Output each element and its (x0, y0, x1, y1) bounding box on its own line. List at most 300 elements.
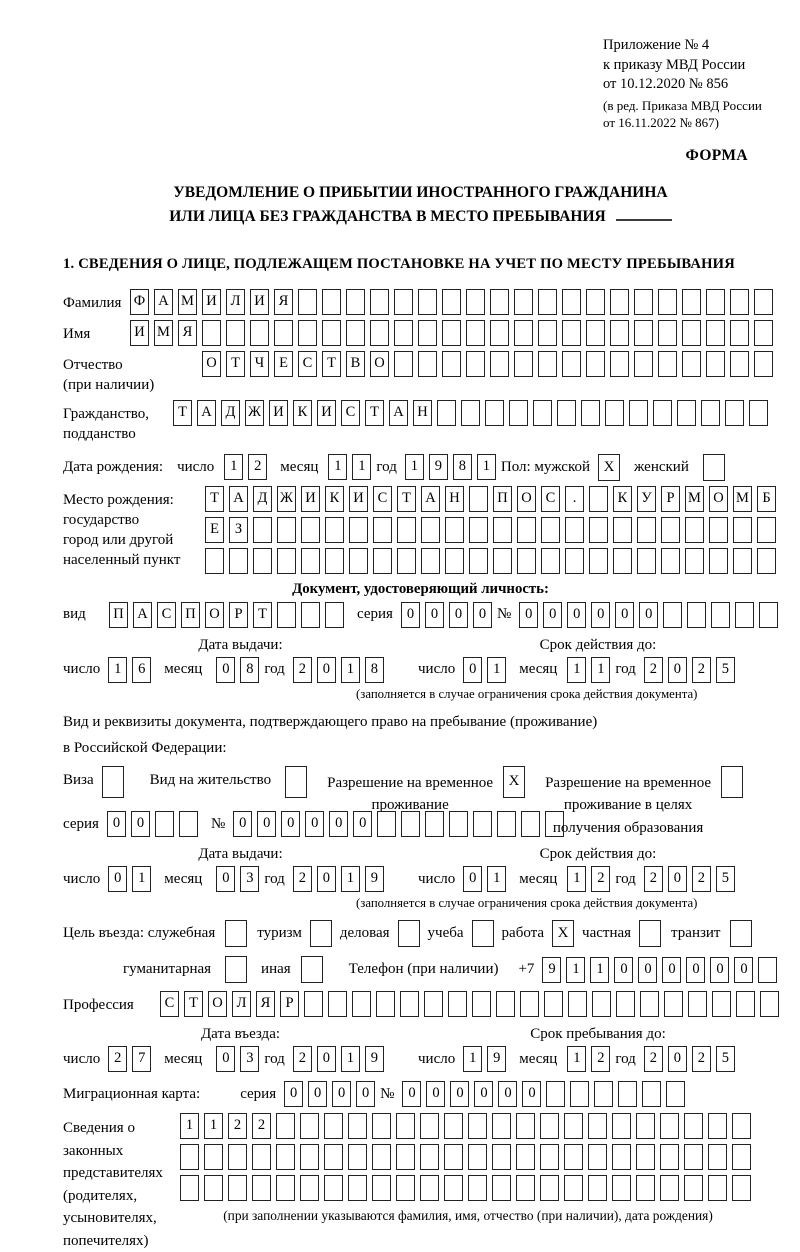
char-cell[interactable] (589, 517, 608, 543)
char-cell[interactable] (301, 602, 320, 628)
char-cell[interactable] (490, 351, 509, 377)
char-cell[interactable] (605, 400, 624, 426)
char-cell[interactable]: 1 (477, 454, 496, 480)
char-cell[interactable] (706, 289, 725, 315)
char-cell[interactable] (418, 289, 437, 315)
char-cell[interactable] (733, 517, 752, 543)
char-cell[interactable] (661, 548, 680, 574)
char-cell[interactable] (725, 400, 744, 426)
char-cell[interactable]: 1 (352, 454, 371, 480)
char-cell[interactable] (658, 351, 677, 377)
char-cell[interactable]: Т (205, 486, 224, 512)
char-cell[interactable] (372, 1113, 391, 1139)
char-cell[interactable] (616, 991, 635, 1017)
char-cell[interactable]: С (373, 486, 392, 512)
char-cell[interactable] (469, 517, 488, 543)
char-cell[interactable] (706, 351, 725, 377)
char-cell[interactable]: 0 (426, 1081, 445, 1107)
char-cell[interactable] (493, 548, 512, 574)
char-cell[interactable]: 3 (240, 1046, 259, 1072)
char-cell[interactable] (538, 320, 557, 346)
char-cell[interactable] (546, 1081, 565, 1107)
char-cell[interactable] (564, 1144, 583, 1170)
char-cell[interactable] (394, 289, 413, 315)
char-cell[interactable]: 0 (668, 1046, 687, 1072)
char-cell[interactable]: Т (173, 400, 192, 426)
char-cell[interactable]: О (202, 351, 221, 377)
char-cell[interactable] (570, 1081, 589, 1107)
char-cell[interactable]: 0 (710, 957, 729, 983)
char-cell[interactable] (660, 1175, 679, 1201)
char-cell[interactable]: 0 (317, 866, 336, 892)
char-cell[interactable] (544, 991, 563, 1017)
char-cell[interactable]: 0 (614, 957, 633, 983)
char-cell[interactable] (468, 1113, 487, 1139)
char-cell[interactable]: 0 (591, 602, 610, 628)
char-cell[interactable] (684, 1175, 703, 1201)
char-cell[interactable] (252, 1144, 271, 1170)
char-cell[interactable] (497, 811, 516, 837)
char-cell[interactable]: 2 (293, 1046, 312, 1072)
char-cell[interactable] (228, 1175, 247, 1201)
char-cell[interactable]: 0 (284, 1081, 303, 1107)
char-cell[interactable] (706, 320, 725, 346)
residence-permit-checkbox[interactable] (285, 766, 307, 798)
char-cell[interactable] (733, 548, 752, 574)
char-cell[interactable]: 3 (240, 866, 259, 892)
purpose-transit-checkbox[interactable] (730, 920, 752, 947)
char-cell[interactable] (521, 811, 540, 837)
char-cell[interactable] (496, 991, 515, 1017)
char-cell[interactable]: О (208, 991, 227, 1017)
char-cell[interactable]: Л (232, 991, 251, 1017)
char-cell[interactable]: Я (256, 991, 275, 1017)
char-cell[interactable]: Ж (277, 486, 296, 512)
char-cell[interactable]: 2 (228, 1113, 247, 1139)
char-cell[interactable] (372, 1175, 391, 1201)
char-cell[interactable] (492, 1144, 511, 1170)
char-cell[interactable] (300, 1144, 319, 1170)
char-cell[interactable] (205, 548, 224, 574)
char-cell[interactable]: К (325, 486, 344, 512)
char-cell[interactable] (349, 548, 368, 574)
char-cell[interactable] (276, 1144, 295, 1170)
char-cell[interactable] (300, 1113, 319, 1139)
char-cell[interactable] (277, 602, 296, 628)
char-cell[interactable] (442, 289, 461, 315)
char-cell[interactable] (324, 1144, 343, 1170)
char-cell[interactable]: Д (253, 486, 272, 512)
char-cell[interactable] (473, 811, 492, 837)
char-cell[interactable] (325, 548, 344, 574)
char-cell[interactable] (637, 548, 656, 574)
char-cell[interactable]: Т (226, 351, 245, 377)
char-cell[interactable]: 0 (450, 1081, 469, 1107)
char-cell[interactable] (634, 351, 653, 377)
char-cell[interactable] (179, 811, 198, 837)
char-cell[interactable] (424, 991, 443, 1017)
purpose-humanitarian-checkbox[interactable] (225, 956, 247, 983)
char-cell[interactable] (517, 548, 536, 574)
char-cell[interactable] (420, 1113, 439, 1139)
char-cell[interactable]: Т (365, 400, 384, 426)
char-cell[interactable] (516, 1113, 535, 1139)
char-cell[interactable]: 9 (542, 957, 561, 983)
char-cell[interactable] (514, 351, 533, 377)
char-cell[interactable]: М (178, 289, 197, 315)
char-cell[interactable]: 0 (615, 602, 634, 628)
char-cell[interactable]: 9 (429, 454, 448, 480)
title-fill-blank[interactable] (616, 219, 672, 221)
char-cell[interactable] (540, 1144, 559, 1170)
char-cell[interactable] (276, 1175, 295, 1201)
char-cell[interactable] (472, 991, 491, 1017)
char-cell[interactable] (754, 289, 773, 315)
char-cell[interactable]: 0 (402, 1081, 421, 1107)
char-cell[interactable] (155, 811, 174, 837)
char-cell[interactable] (421, 517, 440, 543)
char-cell[interactable] (541, 548, 560, 574)
char-cell[interactable]: 1 (567, 866, 586, 892)
char-cell[interactable] (516, 1175, 535, 1201)
char-cell[interactable] (564, 1113, 583, 1139)
char-cell[interactable]: Р (229, 602, 248, 628)
char-cell[interactable] (322, 289, 341, 315)
char-cell[interactable] (618, 1081, 637, 1107)
char-cell[interactable] (300, 1175, 319, 1201)
char-cell[interactable]: И (349, 486, 368, 512)
char-cell[interactable] (349, 517, 368, 543)
char-cell[interactable] (660, 1144, 679, 1170)
char-cell[interactable]: И (130, 320, 149, 346)
char-cell[interactable]: 0 (308, 1081, 327, 1107)
char-cell[interactable] (442, 351, 461, 377)
char-cell[interactable]: 0 (233, 811, 252, 837)
char-cell[interactable] (444, 1113, 463, 1139)
char-cell[interactable]: 1 (567, 657, 586, 683)
char-cell[interactable]: 9 (487, 1046, 506, 1072)
char-cell[interactable] (610, 351, 629, 377)
char-cell[interactable]: 8 (240, 657, 259, 683)
char-cell[interactable]: 0 (108, 866, 127, 892)
char-cell[interactable] (732, 1113, 751, 1139)
char-cell[interactable]: К (613, 486, 632, 512)
char-cell[interactable] (708, 1175, 727, 1201)
char-cell[interactable]: 2 (644, 1046, 663, 1072)
char-cell[interactable]: 1 (341, 657, 360, 683)
char-cell[interactable] (425, 811, 444, 837)
char-cell[interactable]: А (154, 289, 173, 315)
char-cell[interactable] (444, 1144, 463, 1170)
char-cell[interactable]: С (541, 486, 560, 512)
char-cell[interactable] (348, 1144, 367, 1170)
purpose-tourism-checkbox[interactable] (310, 920, 332, 947)
char-cell[interactable] (610, 289, 629, 315)
char-cell[interactable] (202, 320, 221, 346)
char-cell[interactable] (442, 320, 461, 346)
char-cell[interactable]: 0 (668, 657, 687, 683)
char-cell[interactable]: 1 (204, 1113, 223, 1139)
char-cell[interactable] (677, 400, 696, 426)
char-cell[interactable] (730, 351, 749, 377)
char-cell[interactable] (545, 811, 564, 837)
char-cell[interactable]: 0 (216, 866, 235, 892)
char-cell[interactable] (685, 517, 704, 543)
char-cell[interactable] (540, 1113, 559, 1139)
char-cell[interactable] (658, 289, 677, 315)
char-cell[interactable] (708, 1144, 727, 1170)
char-cell[interactable] (612, 1113, 631, 1139)
char-cell[interactable] (564, 1175, 583, 1201)
char-cell[interactable]: И (269, 400, 288, 426)
char-cell[interactable]: 1 (108, 657, 127, 683)
char-cell[interactable] (520, 991, 539, 1017)
char-cell[interactable]: 7 (132, 1046, 151, 1072)
char-cell[interactable] (589, 548, 608, 574)
temp-residence-edu-checkbox[interactable] (721, 766, 743, 798)
char-cell[interactable] (420, 1144, 439, 1170)
char-cell[interactable]: 0 (522, 1081, 541, 1107)
char-cell[interactable]: 0 (734, 957, 753, 983)
char-cell[interactable]: 1 (132, 866, 151, 892)
char-cell[interactable]: 0 (425, 602, 444, 628)
char-cell[interactable] (736, 991, 755, 1017)
char-cell[interactable] (370, 320, 389, 346)
char-cell[interactable] (304, 991, 323, 1017)
char-cell[interactable]: А (229, 486, 248, 512)
char-cell[interactable] (517, 517, 536, 543)
char-cell[interactable]: Р (280, 991, 299, 1017)
char-cell[interactable]: Т (322, 351, 341, 377)
char-cell[interactable] (735, 602, 754, 628)
char-cell[interactable] (490, 289, 509, 315)
char-cell[interactable]: Я (274, 289, 293, 315)
char-cell[interactable]: Т (184, 991, 203, 1017)
char-cell[interactable]: А (133, 602, 152, 628)
purpose-service-checkbox[interactable] (225, 920, 247, 947)
char-cell[interactable]: 1 (463, 1046, 482, 1072)
char-cell[interactable]: 2 (692, 1046, 711, 1072)
char-cell[interactable] (629, 400, 648, 426)
char-cell[interactable] (437, 400, 456, 426)
char-cell[interactable]: 9 (365, 1046, 384, 1072)
char-cell[interactable] (493, 517, 512, 543)
char-cell[interactable] (586, 320, 605, 346)
char-cell[interactable]: 0 (638, 957, 657, 983)
char-cell[interactable]: 1 (405, 454, 424, 480)
char-cell[interactable]: П (493, 486, 512, 512)
char-cell[interactable] (373, 548, 392, 574)
char-cell[interactable]: М (685, 486, 704, 512)
char-cell[interactable] (653, 400, 672, 426)
char-cell[interactable] (346, 320, 365, 346)
char-cell[interactable] (394, 320, 413, 346)
char-cell[interactable] (516, 1144, 535, 1170)
char-cell[interactable] (588, 1144, 607, 1170)
char-cell[interactable]: 8 (453, 454, 472, 480)
char-cell[interactable]: И (202, 289, 221, 315)
char-cell[interactable] (469, 548, 488, 574)
char-cell[interactable] (589, 486, 608, 512)
char-cell[interactable] (594, 1081, 613, 1107)
char-cell[interactable] (322, 320, 341, 346)
char-cell[interactable] (682, 289, 701, 315)
char-cell[interactable] (250, 320, 269, 346)
char-cell[interactable] (352, 991, 371, 1017)
char-cell[interactable] (348, 1175, 367, 1201)
char-cell[interactable] (612, 1175, 631, 1201)
char-cell[interactable]: Т (253, 602, 272, 628)
sex-male-checkbox[interactable]: X (598, 454, 620, 481)
char-cell[interactable] (492, 1175, 511, 1201)
char-cell[interactable] (636, 1144, 655, 1170)
char-cell[interactable] (759, 602, 778, 628)
char-cell[interactable] (684, 1113, 703, 1139)
char-cell[interactable]: Е (274, 351, 293, 377)
char-cell[interactable]: 2 (293, 657, 312, 683)
char-cell[interactable]: 2 (252, 1113, 271, 1139)
char-cell[interactable]: 1 (224, 454, 243, 480)
char-cell[interactable]: 0 (662, 957, 681, 983)
purpose-work-checkbox[interactable]: X (552, 920, 574, 947)
purpose-other-checkbox[interactable] (301, 956, 323, 983)
char-cell[interactable]: С (160, 991, 179, 1017)
char-cell[interactable] (711, 602, 730, 628)
char-cell[interactable] (687, 602, 706, 628)
char-cell[interactable] (180, 1144, 199, 1170)
char-cell[interactable]: Т (397, 486, 416, 512)
visa-checkbox[interactable] (102, 766, 124, 798)
char-cell[interactable] (461, 400, 480, 426)
char-cell[interactable]: А (389, 400, 408, 426)
char-cell[interactable]: 0 (305, 811, 324, 837)
char-cell[interactable]: З (229, 517, 248, 543)
char-cell[interactable]: И (250, 289, 269, 315)
char-cell[interactable]: 0 (567, 602, 586, 628)
char-cell[interactable] (708, 1113, 727, 1139)
char-cell[interactable] (346, 289, 365, 315)
char-cell[interactable]: 0 (107, 811, 126, 837)
char-cell[interactable] (658, 320, 677, 346)
char-cell[interactable] (418, 351, 437, 377)
char-cell[interactable] (370, 289, 389, 315)
char-cell[interactable] (581, 400, 600, 426)
char-cell[interactable] (634, 289, 653, 315)
char-cell[interactable]: Д (221, 400, 240, 426)
char-cell[interactable] (514, 320, 533, 346)
char-cell[interactable] (324, 1175, 343, 1201)
char-cell[interactable]: 1 (328, 454, 347, 480)
char-cell[interactable] (533, 400, 552, 426)
char-cell[interactable]: 0 (317, 657, 336, 683)
char-cell[interactable]: 1 (341, 866, 360, 892)
char-cell[interactable] (640, 991, 659, 1017)
char-cell[interactable] (757, 517, 776, 543)
char-cell[interactable] (586, 289, 605, 315)
char-cell[interactable] (541, 517, 560, 543)
char-cell[interactable] (709, 548, 728, 574)
char-cell[interactable] (682, 320, 701, 346)
char-cell[interactable] (466, 289, 485, 315)
char-cell[interactable] (400, 991, 419, 1017)
char-cell[interactable]: 0 (216, 657, 235, 683)
char-cell[interactable]: 0 (216, 1046, 235, 1072)
char-cell[interactable] (709, 517, 728, 543)
temp-residence-checkbox[interactable]: X (503, 766, 525, 798)
char-cell[interactable]: О (709, 486, 728, 512)
char-cell[interactable]: 1 (566, 957, 585, 983)
char-cell[interactable]: 0 (473, 602, 492, 628)
char-cell[interactable] (276, 1113, 295, 1139)
char-cell[interactable] (592, 991, 611, 1017)
char-cell[interactable]: 2 (293, 866, 312, 892)
char-cell[interactable] (492, 1113, 511, 1139)
char-cell[interactable]: О (205, 602, 224, 628)
char-cell[interactable]: 2 (248, 454, 267, 480)
char-cell[interactable]: 8 (365, 657, 384, 683)
char-cell[interactable]: С (341, 400, 360, 426)
char-cell[interactable] (180, 1175, 199, 1201)
char-cell[interactable] (253, 517, 272, 543)
char-cell[interactable] (663, 602, 682, 628)
char-cell[interactable]: 0 (332, 1081, 351, 1107)
char-cell[interactable] (253, 548, 272, 574)
char-cell[interactable] (588, 1175, 607, 1201)
char-cell[interactable] (749, 400, 768, 426)
char-cell[interactable] (204, 1175, 223, 1201)
char-cell[interactable]: 0 (519, 602, 538, 628)
char-cell[interactable] (396, 1113, 415, 1139)
char-cell[interactable]: Н (445, 486, 464, 512)
char-cell[interactable]: 0 (463, 657, 482, 683)
char-cell[interactable] (514, 289, 533, 315)
char-cell[interactable]: 1 (590, 957, 609, 983)
char-cell[interactable]: 1 (180, 1113, 199, 1139)
char-cell[interactable] (324, 1113, 343, 1139)
char-cell[interactable] (228, 1144, 247, 1170)
char-cell[interactable] (204, 1144, 223, 1170)
char-cell[interactable] (634, 320, 653, 346)
char-cell[interactable]: 1 (567, 1046, 586, 1072)
char-cell[interactable] (557, 400, 576, 426)
char-cell[interactable] (229, 548, 248, 574)
char-cell[interactable]: 0 (686, 957, 705, 983)
char-cell[interactable] (469, 486, 488, 512)
char-cell[interactable] (449, 811, 468, 837)
char-cell[interactable] (565, 517, 584, 543)
char-cell[interactable]: 5 (716, 657, 735, 683)
char-cell[interactable] (701, 400, 720, 426)
char-cell[interactable] (490, 320, 509, 346)
char-cell[interactable] (325, 602, 344, 628)
char-cell[interactable]: 2 (644, 657, 663, 683)
char-cell[interactable]: М (154, 320, 173, 346)
char-cell[interactable]: 0 (131, 811, 150, 837)
char-cell[interactable] (666, 1081, 685, 1107)
char-cell[interactable]: 0 (449, 602, 468, 628)
char-cell[interactable] (538, 289, 557, 315)
char-cell[interactable] (466, 320, 485, 346)
char-cell[interactable] (730, 320, 749, 346)
char-cell[interactable] (754, 351, 773, 377)
char-cell[interactable] (421, 548, 440, 574)
char-cell[interactable] (396, 1175, 415, 1201)
char-cell[interactable]: А (421, 486, 440, 512)
char-cell[interactable]: 0 (639, 602, 658, 628)
purpose-private-checkbox[interactable] (639, 920, 661, 947)
char-cell[interactable] (394, 351, 413, 377)
purpose-business-checkbox[interactable] (398, 920, 420, 947)
